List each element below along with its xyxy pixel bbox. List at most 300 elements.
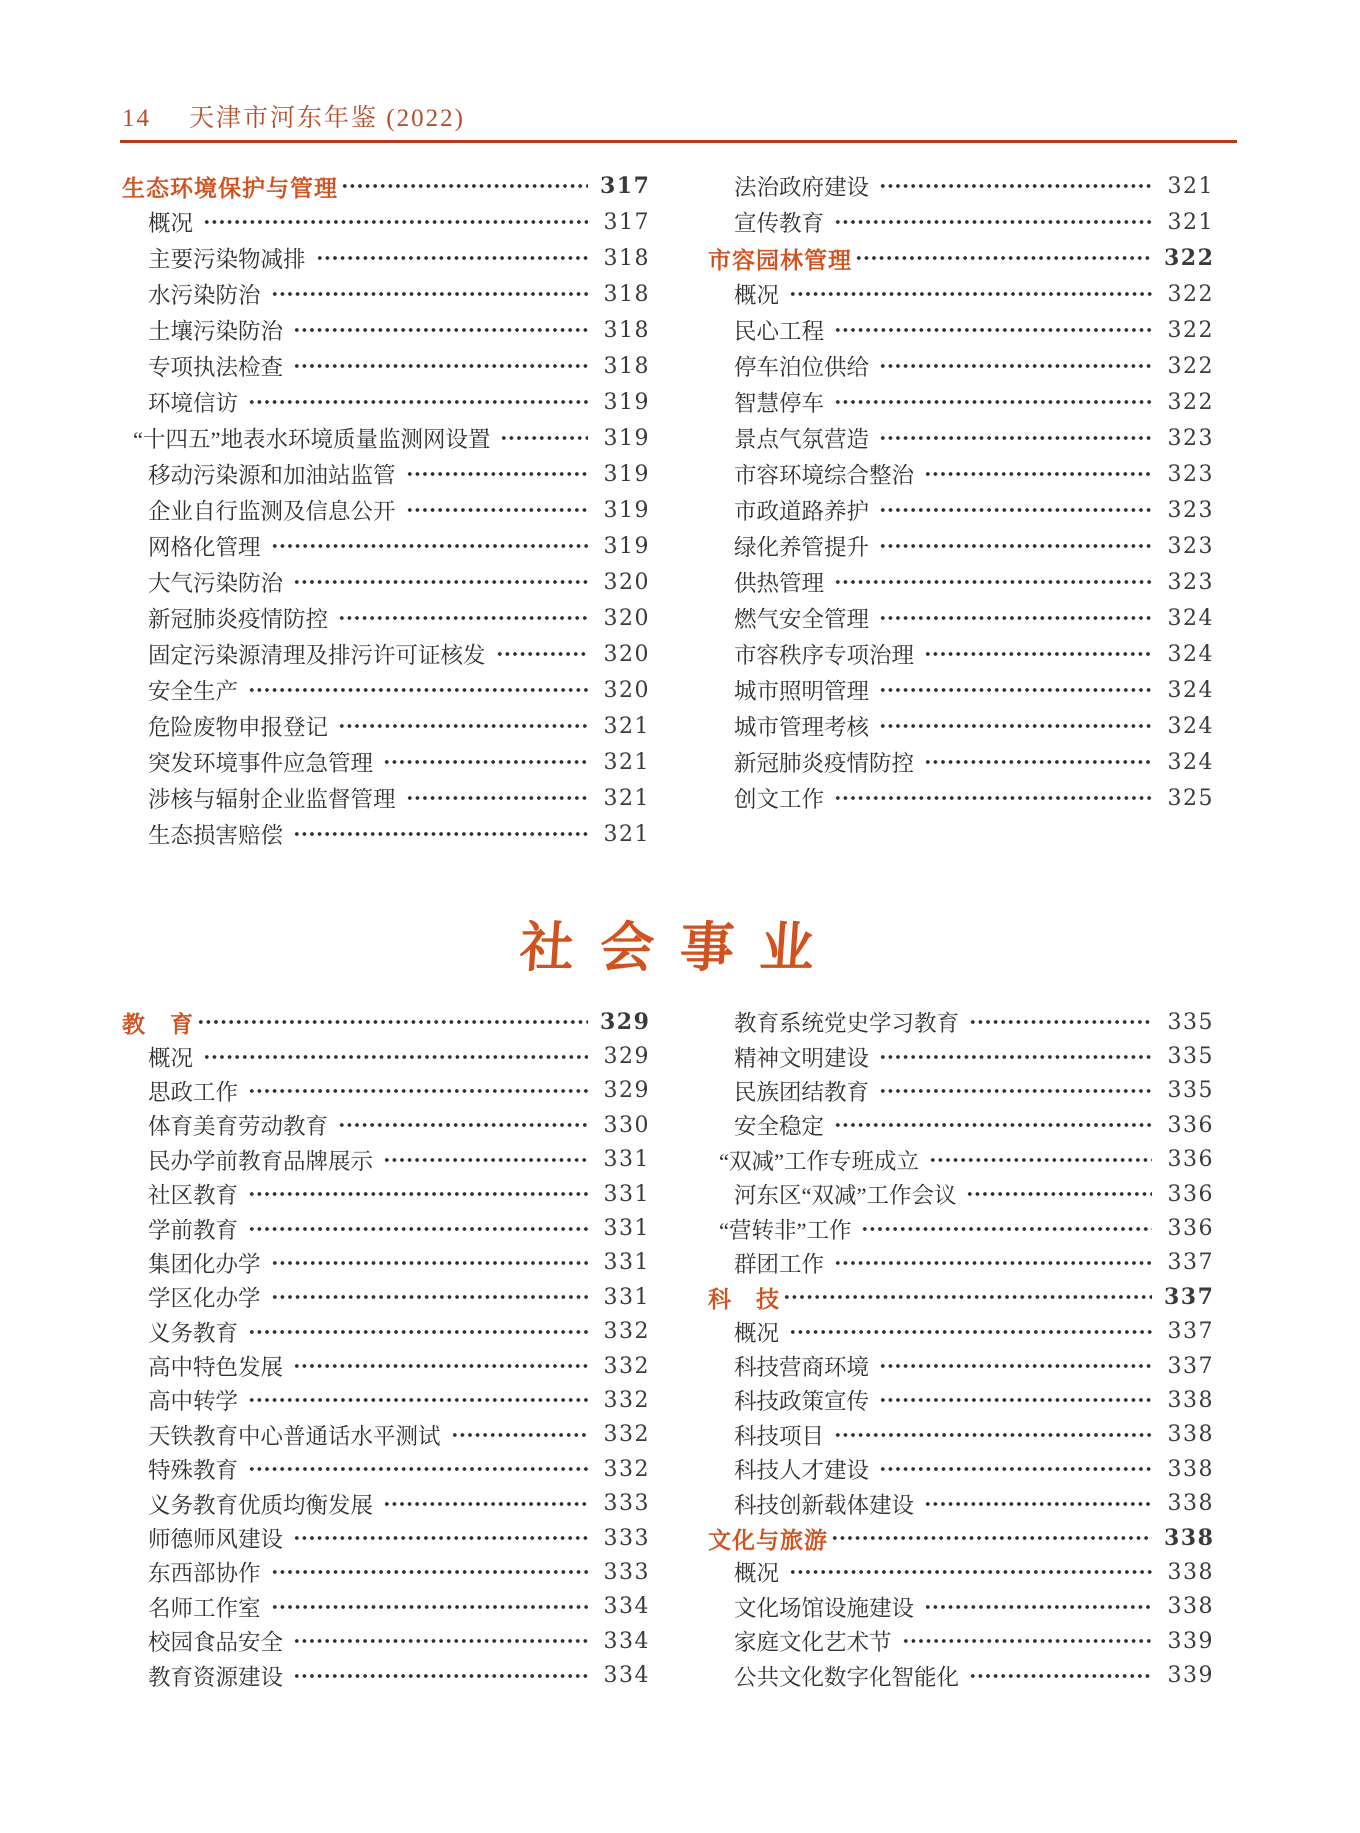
dot-leader: [879, 543, 1152, 549]
dot-leader: [789, 1569, 1152, 1575]
toc-entry: [708, 1039, 1214, 1073]
dot-leader: [383, 1501, 588, 1507]
toc-entry: [708, 240, 1214, 276]
toc-entry: [122, 420, 650, 456]
toc-entry: [122, 1418, 650, 1452]
toc-entry-page: 332: [603, 1456, 650, 1482]
toc-entry-page: 324: [1167, 713, 1214, 739]
toc-entry-page: 337: [1167, 1353, 1214, 1379]
dot-leader: [383, 1157, 588, 1163]
toc-entry-label: 科 技: [708, 1285, 780, 1312]
dot-leader: [789, 1329, 1152, 1335]
toc-entry-page: 333: [603, 1559, 650, 1585]
toc-entry: [122, 816, 650, 852]
toc-entry-page: 335: [1167, 1078, 1214, 1104]
toc-entry-label: 燃气安全管理: [734, 607, 870, 632]
toc-entry-page: 320: [603, 677, 650, 703]
toc-entry-label: 城市管理考核: [734, 715, 870, 740]
dot-leader: [855, 255, 1152, 261]
toc-entry: [708, 456, 1214, 492]
toc-entry-label: 河东区“双减”工作会议: [734, 1183, 957, 1209]
toc-entry: [708, 600, 1214, 636]
toc-entry-label: 概况: [734, 1320, 780, 1346]
dot-leader: [834, 1122, 1152, 1128]
toc-entry: [122, 1658, 650, 1692]
toc-entry-label: 师德师风建设: [148, 1527, 284, 1553]
toc-entry: [122, 240, 650, 276]
dot-leader: [924, 471, 1152, 477]
toc-entry-label: 固定污染源清理及排污许可证核发: [148, 643, 486, 668]
toc-entry-label: 民族团结教育: [734, 1079, 870, 1105]
toc-entry-label: 移动污染源和加油站监管: [148, 463, 396, 488]
toc-entry-label: 安全生产: [148, 679, 239, 704]
toc-block-environment: [122, 168, 1214, 852]
toc-entry-page: 322: [1167, 389, 1214, 415]
toc-entry: [708, 1521, 1214, 1555]
toc-entry-label: 安全稳定: [734, 1114, 825, 1140]
toc-entry-page: 337: [1167, 1250, 1214, 1276]
toc-entry-label: 东西部协作: [148, 1561, 261, 1587]
toc-entry-label: 高中转学: [148, 1389, 239, 1415]
toc-entry-label: 涉核与辐射企业监督管理: [148, 787, 396, 812]
toc-entry: [122, 456, 650, 492]
dot-leader: [879, 1397, 1152, 1403]
toc-entry-page: 331: [603, 1216, 650, 1242]
toc-entry-page: 321: [1167, 209, 1214, 235]
toc-entry-page: 336: [1167, 1216, 1214, 1242]
toc-entry-label: 专项执法检查: [148, 355, 284, 380]
toc-entry-label: 新冠肺炎疫情防控: [148, 607, 329, 632]
toc-entry: [122, 1211, 650, 1245]
toc-entry-page: 331: [603, 1181, 650, 1207]
dot-leader: [406, 507, 588, 513]
toc-entry: [708, 1383, 1214, 1417]
toc-entry-page: 318: [603, 245, 650, 271]
toc-entry-label: “双减”工作专班成立: [719, 1148, 919, 1174]
toc-entry: [122, 744, 650, 780]
toc-entry-label: 法治政府建设: [734, 175, 870, 200]
dot-leader: [834, 399, 1152, 405]
toc-entry-page: 332: [603, 1353, 650, 1379]
toc-entry-label: 水污染防治: [148, 283, 261, 308]
toc-entry: [122, 1280, 650, 1314]
toc-entry-label: 智慧停车: [734, 391, 825, 416]
toc-entry-page: 319: [603, 533, 650, 559]
toc-entry: [708, 1211, 1214, 1245]
toc-entry-label: 教育系统党史学习教育: [734, 1011, 960, 1037]
toc-entry-page: 320: [603, 605, 650, 631]
toc-entry-label: 概况: [148, 1045, 194, 1071]
dot-leader: [293, 1638, 588, 1644]
toc-entry-page: 323: [1167, 569, 1214, 595]
toc-entry: [122, 1349, 650, 1383]
toc-entry-label: 天铁教育中心普通话水平测试: [148, 1423, 441, 1449]
toc-entry-page: 318: [603, 281, 650, 307]
toc-entry-page: 338: [1167, 1387, 1214, 1413]
toc-entry-label: 民心工程: [734, 319, 825, 344]
dot-leader: [271, 1569, 588, 1575]
toc-entry: [708, 204, 1214, 240]
toc-entry-label: 景点气氛营造: [734, 427, 870, 452]
toc-entry-page: 338: [1167, 1456, 1214, 1482]
toc-entry-page: 318: [603, 317, 650, 343]
dot-leader: [924, 1604, 1152, 1610]
toc-entry-page: 335: [1167, 1009, 1214, 1035]
toc-entry-page: 320: [603, 569, 650, 595]
toc-entry: [708, 1246, 1214, 1280]
dot-leader: [879, 687, 1152, 693]
dot-leader: [248, 1088, 588, 1094]
toc-entry-page: 332: [603, 1319, 650, 1345]
toc-entry-page: 333: [603, 1525, 650, 1551]
toc-entry-page: 329: [603, 1078, 650, 1104]
toc-entry: [708, 1418, 1214, 1452]
toc-entry: [122, 780, 650, 816]
toc-entry-label: 社区教育: [148, 1183, 239, 1209]
dot-leader: [789, 291, 1152, 297]
dot-leader: [293, 327, 588, 333]
toc-entry-page: 321: [603, 785, 650, 811]
dot-leader: [271, 1294, 588, 1300]
dot-leader: [293, 363, 588, 369]
dot-leader: [248, 687, 588, 693]
toc-entry: [708, 1555, 1214, 1589]
toc-entry: [122, 1039, 650, 1073]
toc-entry-page: 329: [603, 1044, 650, 1070]
toc-entry-label: 教 育: [122, 1010, 194, 1037]
toc-entry-label: 高中特色发展: [148, 1355, 284, 1381]
toc-entry-label: 土壤污染防治: [148, 319, 284, 344]
toc-entry-page: 336: [1167, 1112, 1214, 1138]
toc-entry: [122, 348, 650, 384]
toc-entry-page: 320: [603, 641, 650, 667]
toc-entry-label: 科技营商环境: [734, 1355, 870, 1381]
toc-entry-label: 民办学前教育品牌展示: [148, 1148, 374, 1174]
toc-entry-page: 338: [1167, 1594, 1214, 1620]
toc-column-left: [122, 168, 650, 852]
toc-entry-page: 331: [603, 1284, 650, 1310]
toc-entry-page: 334: [603, 1628, 650, 1654]
toc-entry-label: 体育美育劳动教育: [148, 1114, 329, 1140]
toc-entry-label: 精神文明建设: [734, 1045, 870, 1071]
toc-entry: [708, 1452, 1214, 1486]
toc-entry-page: 336: [1167, 1147, 1214, 1173]
toc-entry: [122, 276, 650, 312]
toc-entry-page: 321: [603, 713, 650, 739]
page-header: [122, 98, 465, 134]
toc-entry: [122, 528, 650, 564]
dot-leader: [834, 579, 1152, 585]
dot-leader: [879, 1054, 1152, 1060]
dot-leader: [861, 1226, 1152, 1232]
toc-entry: [122, 1108, 650, 1142]
dot-leader: [293, 1535, 588, 1541]
header-rule: [120, 140, 1237, 143]
toc-entry: [708, 744, 1214, 780]
dot-leader: [496, 651, 588, 657]
toc-entry-label: 家庭文化艺术节: [734, 1630, 892, 1656]
book-title: 天津市河东年鉴 (2022): [189, 105, 465, 132]
dot-leader: [879, 183, 1152, 189]
dot-leader: [271, 543, 588, 549]
toc-entry: [708, 276, 1214, 312]
dot-leader: [293, 831, 588, 837]
dot-leader: [966, 1191, 1152, 1197]
dot-leader: [248, 1329, 588, 1335]
dot-leader: [248, 399, 588, 405]
dot-leader: [831, 1535, 1152, 1541]
toc-entry-label: 市容秩序专项治理: [734, 643, 915, 668]
toc-entry-label: 生态损害赔偿: [148, 823, 284, 848]
toc-entry: [708, 168, 1214, 204]
toc-entry: [122, 312, 650, 348]
toc-entry: [122, 168, 650, 204]
dot-leader: [879, 435, 1152, 441]
toc-entry-page: 330: [603, 1112, 650, 1138]
toc-entry-label: 市容环境综合整治: [734, 463, 915, 488]
toc-entry: [708, 1108, 1214, 1142]
toc-column-right: [708, 168, 1214, 852]
toc-entry-page: 339: [1167, 1663, 1214, 1689]
dot-leader: [406, 471, 588, 477]
dot-leader: [834, 327, 1152, 333]
toc-entry: [708, 1315, 1214, 1349]
toc-entry: [122, 672, 650, 708]
toc-entry: [708, 636, 1214, 672]
toc-entry-page: 324: [1167, 641, 1214, 667]
toc-entry: [122, 1005, 650, 1039]
toc-entry-page: 319: [603, 389, 650, 415]
toc-entry: [708, 780, 1214, 816]
toc-entry-label: 思政工作: [148, 1079, 239, 1105]
dot-leader: [383, 759, 588, 765]
toc-entry-page: 325: [1167, 785, 1214, 811]
toc-entry: [708, 1486, 1214, 1520]
toc-entry: [708, 384, 1214, 420]
toc-entry-page: 337: [1164, 1284, 1215, 1311]
toc-entry: [122, 1486, 650, 1520]
folio-page-number: 14: [122, 105, 151, 132]
toc-entry: [708, 1658, 1214, 1692]
dot-leader: [341, 183, 588, 189]
toc-entry-page: 319: [603, 425, 650, 451]
toc-entry-page: 338: [1167, 1422, 1214, 1448]
toc-entry-label: 特殊教育: [148, 1458, 239, 1484]
toc-entry: [122, 1177, 650, 1211]
toc-entry-page: 321: [1167, 173, 1214, 199]
toc-entry-page: 321: [603, 749, 650, 775]
toc-entry-page: 334: [603, 1594, 650, 1620]
toc-entry-page: 332: [603, 1387, 650, 1413]
toc-entry-label: 公共文化数字化智能化: [734, 1664, 960, 1690]
dot-leader: [783, 1294, 1152, 1300]
dot-leader: [879, 1088, 1152, 1094]
dot-leader: [293, 1673, 588, 1679]
toc-entry-label: 企业自行监测及信息公开: [148, 499, 396, 524]
toc-entry: [708, 672, 1214, 708]
toc-entry-label: 概况: [734, 283, 780, 308]
dot-leader: [271, 1260, 588, 1266]
toc-entry: [708, 564, 1214, 600]
dot-leader: [203, 1054, 588, 1060]
toc-entry: [122, 708, 650, 744]
toc-entry-label: 科技项目: [734, 1423, 825, 1449]
toc-entry-label: 文化场馆设施建设: [734, 1595, 915, 1621]
toc-entry: [122, 1521, 650, 1555]
toc-entry-label: “十四五”地表水环境质量监测网设置: [133, 427, 491, 452]
dot-leader: [500, 435, 588, 441]
toc-entry-label: 宣传教育: [734, 211, 825, 236]
dot-leader: [834, 219, 1152, 225]
toc-entry: [122, 204, 650, 240]
dot-leader: [316, 255, 588, 261]
toc-entry-label: 环境信访: [148, 391, 239, 416]
toc-entry: [708, 1143, 1214, 1177]
toc-entry: [708, 420, 1214, 456]
toc-entry: [708, 528, 1214, 564]
toc-entry: [708, 1624, 1214, 1658]
toc-entry-label: 突发环境事件应急管理: [148, 751, 374, 776]
toc-entry: [122, 1246, 650, 1280]
dot-leader: [203, 219, 588, 225]
toc-entry: [708, 1074, 1214, 1108]
dot-leader: [834, 1260, 1152, 1266]
dot-leader: [879, 723, 1152, 729]
toc-entry-label: 城市照明管理: [734, 679, 870, 704]
dot-leader: [879, 1466, 1152, 1472]
part-title-social-programs: 社会事业: [517, 918, 843, 978]
dot-leader: [197, 1019, 588, 1025]
toc-entry-page: 324: [1167, 749, 1214, 775]
dot-leader: [293, 1363, 588, 1369]
toc-entry-label: 科技政策宣传: [734, 1389, 870, 1415]
toc-entry-page: 339: [1167, 1628, 1214, 1654]
toc-entry-page: 329: [600, 1009, 651, 1036]
toc-column-right: [708, 1005, 1214, 1693]
dot-leader: [451, 1432, 588, 1438]
toc-entry-page: 333: [603, 1491, 650, 1517]
toc-entry-page: 323: [1167, 533, 1214, 559]
toc-entry-label: 停车泊位供给: [734, 355, 870, 380]
toc-entry-label: 学前教育: [148, 1217, 239, 1243]
dot-leader: [248, 1397, 588, 1403]
toc-entry-page: 317: [600, 173, 651, 199]
toc-entry-page: 324: [1167, 677, 1214, 703]
dot-leader: [924, 651, 1152, 657]
dot-leader: [338, 723, 588, 729]
toc-entry-page: 322: [1167, 281, 1214, 307]
toc-entry: [708, 1005, 1214, 1039]
toc-entry-label: 市容园林管理: [708, 246, 852, 273]
toc-entry-label: 集团化办学: [148, 1251, 261, 1277]
toc-entry: [708, 1590, 1214, 1624]
toc-entry-page: 338: [1164, 1525, 1215, 1552]
toc-entry-page: 321: [603, 821, 650, 847]
toc-entry: [122, 1315, 650, 1349]
dot-leader: [879, 363, 1152, 369]
dot-leader: [834, 795, 1152, 801]
toc-entry: [708, 492, 1214, 528]
toc-entry-page: 323: [1167, 425, 1214, 451]
toc-entry-label: 创文工作: [734, 787, 825, 812]
toc-entry-page: 338: [1167, 1491, 1214, 1517]
toc-entry-label: 新冠肺炎疫情防控: [734, 751, 915, 776]
toc-entry-label: 概况: [148, 211, 194, 236]
dot-leader: [293, 579, 588, 585]
dot-leader: [924, 759, 1152, 765]
toc-entry-label: 主要污染物减排: [148, 247, 306, 272]
toc-entry: [122, 1143, 650, 1177]
toc-entry-page: 319: [603, 497, 650, 523]
toc-entry-page: 323: [1167, 461, 1214, 487]
toc-entry: [708, 348, 1214, 384]
dot-leader: [271, 1604, 588, 1610]
toc-entry-label: 市政道路养护: [734, 499, 870, 524]
dot-leader: [902, 1638, 1152, 1644]
toc-entry-label: 学区化办学: [148, 1286, 261, 1312]
dot-leader: [879, 507, 1152, 513]
toc-entry-page: 323: [1167, 497, 1214, 523]
toc-column-left: [122, 1005, 650, 1693]
dot-leader: [834, 1432, 1152, 1438]
toc-entry: [708, 1280, 1214, 1314]
toc-entry-page: 317: [603, 209, 650, 235]
toc-entry-label: 科技人才建设: [734, 1458, 870, 1484]
toc-entry: [122, 1624, 650, 1658]
toc-entry-page: 322: [1164, 245, 1215, 271]
toc-entry-label: 文化与旅游: [708, 1526, 828, 1553]
toc-entry-label: 义务教育: [148, 1320, 239, 1346]
dot-leader: [929, 1157, 1152, 1163]
dot-leader: [969, 1019, 1152, 1025]
toc-entry: [122, 636, 650, 672]
toc-entry-label: 网格化管理: [148, 535, 261, 560]
toc-entry: [708, 1177, 1214, 1211]
dot-leader: [879, 1363, 1152, 1369]
toc-entry-label: 供热管理: [734, 571, 825, 596]
dot-leader: [879, 615, 1152, 621]
dot-leader: [924, 1501, 1152, 1507]
toc-entry-page: 335: [1167, 1044, 1214, 1070]
toc-entry: [122, 384, 650, 420]
dot-leader: [969, 1673, 1152, 1679]
toc-entry-page: 336: [1167, 1181, 1214, 1207]
toc-entry-label: 生态环境保护与管理: [122, 174, 338, 201]
dot-leader: [248, 1226, 588, 1232]
toc-entry-page: 324: [1167, 605, 1214, 631]
toc-entry-label: 校园食品安全: [148, 1630, 284, 1656]
toc-entry-label: 绿化养管提升: [734, 535, 870, 560]
toc-entry-label: 群团工作: [734, 1251, 825, 1277]
toc-entry-page: 322: [1167, 317, 1214, 343]
toc-entry-label: 概况: [734, 1561, 780, 1587]
toc-block-social: [122, 1005, 1214, 1693]
toc-entry: [122, 492, 650, 528]
toc-entry: [122, 1383, 650, 1417]
toc-entry-page: 338: [1167, 1559, 1214, 1585]
toc-entry-page: 319: [603, 461, 650, 487]
toc-entry-page: 334: [603, 1663, 650, 1689]
toc-entry-label: 科技创新载体建设: [734, 1492, 915, 1518]
toc-entry: [708, 312, 1214, 348]
toc-entry: [708, 708, 1214, 744]
dot-leader: [248, 1191, 588, 1197]
toc-entry: [122, 1555, 650, 1589]
dot-leader: [248, 1466, 588, 1472]
toc-entry-label: 名师工作室: [148, 1595, 261, 1621]
toc-entry-page: 332: [603, 1422, 650, 1448]
toc-entry-label: 大气污染防治: [148, 571, 284, 596]
